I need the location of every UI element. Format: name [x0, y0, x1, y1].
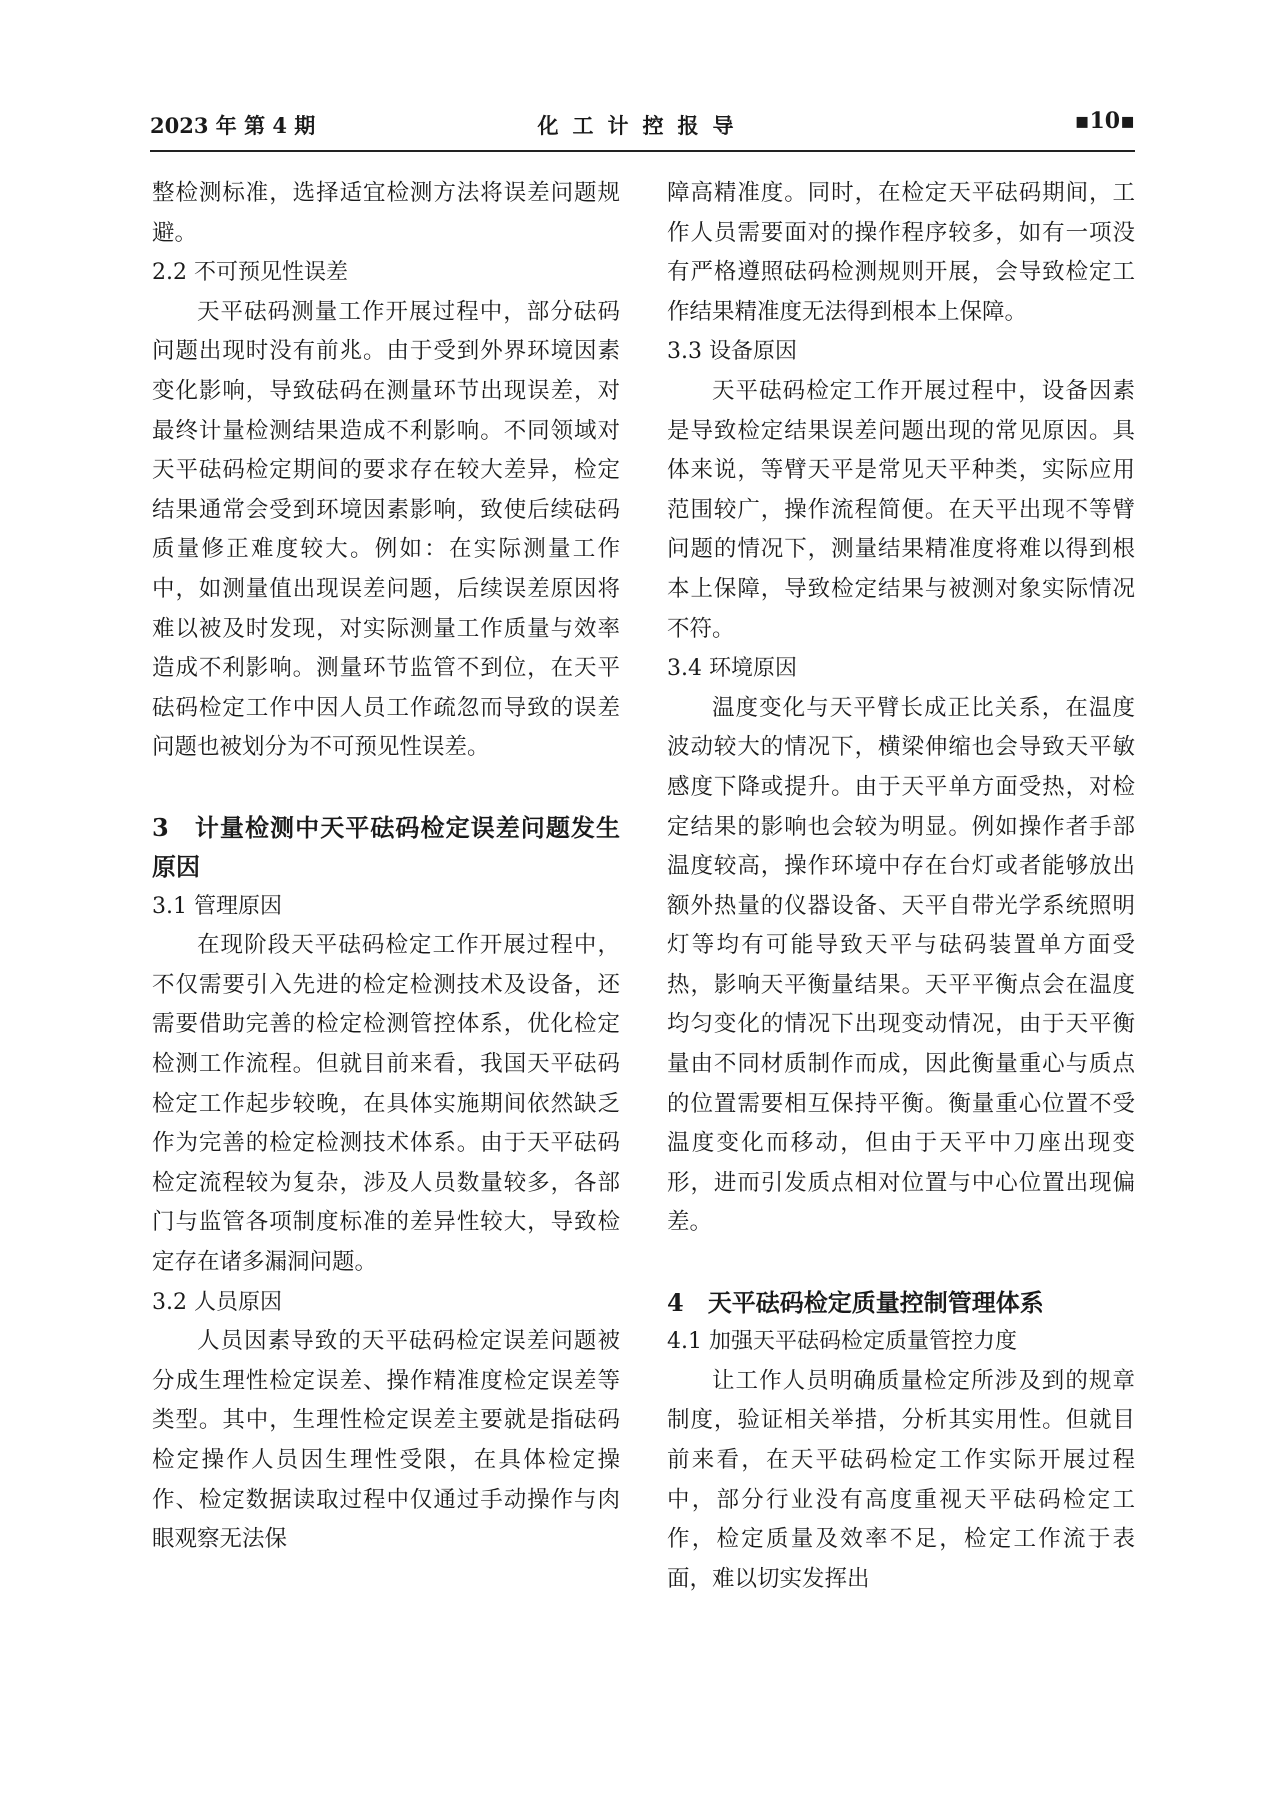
right-column — [667, 174, 1135, 1599]
subsection-heading: 3.1 管理原因 — [152, 893, 282, 919]
paragraph: 温度变化与天平臂长成正比关系，在温度波动较大的情况下，横梁伸缩也会导致天平敏感度下降或提升。由于天平单方面受热，对检定结果的影响也会较为明显。例如操作者手部温度较高，操作环境中存在台灯或者能够放出额外热量的仪器设备、天平自带光学系统照明灯等均有可能导致天平与砝码装置单方面受热，影响天平衡量结果。天平平衡点会在温度均匀变化的情况下出现变动情况，由于天平衡量由不同材质制作而成，因此衡量重心与质点的位置需要相互保持平衡。衡量重心位置不受温度变化而移动，但由于天平中刀座出现变形，进而引发质点相对位置与中心位置出现偏差。 — [667, 694, 1135, 1236]
paragraph: 让工作人员明确质量检定所涉及到的规章制度，验证相关举措，分析其实用性。但就目前来看，在天平砝码检定工作实际开展过程中，部分行业没有高度重视天平砝码检定工作，检定质量及效率不足，检定工作流于表面，难以切实发挥出 — [667, 1367, 1135, 1592]
subsection-heading: 4.1 加强天平砝码检定质量管控力度 — [667, 1329, 1017, 1355]
paragraph: 人员因素导致的天平砝码检定误差问题被分成生理性检定误差、操作精准度检定误差等类型。其中，生理性检定误差主要就是指砝码检定操作人员因生理性受限，在具体检定操作、检定数据读取过程中仅通过手动操作与肉眼观察无法保 — [152, 1328, 620, 1553]
left-column — [152, 174, 620, 1560]
paragraph: 在现阶段天平砝码检定工作开展过程中，不仅需要引入先进的检定检测技术及设备，还需要借助完善的检定检测管控体系，优化检定检测工作流程。但就目前来看，我国天平砝码检定工作起步较晚，在具体实施期间依然缺乏作为完善的检定检测技术体系。由于天平砝码检定流程较为复杂，涉及人员数量较多，各部门与监管各项制度标准的差异性较大，导致检定存在诸多漏洞问题。 — [152, 932, 620, 1276]
page-number: ▪10▪ — [1074, 108, 1135, 134]
section-heading: 4 天平砝码检定质量控制管理体系 — [667, 1287, 1044, 1317]
journal-title: 化工计控报导 — [537, 113, 748, 138]
section-heading: 3 计量检测中天平砝码检定误差问题发生原因 — [152, 812, 620, 882]
paragraph: 障高精准度。同时，在检定天平砝码期间，工作人员需要面对的操作程序较多，如有一项没有严格遵照砝码检测规则开展，会导致检定工作结果精准度无法得到根本上保障。 — [667, 180, 1135, 325]
subsection-heading: 3.2 人员原因 — [152, 1289, 282, 1315]
running-header — [150, 106, 1135, 146]
subsection-heading: 3.4 环境原因 — [667, 656, 797, 682]
paragraph: 天平砝码检定工作开展过程中，设备因素是导致检定结果误差问题出现的常见原因。具体来说，等臂天平是常见天平种类，实际应用范围较广，操作流程简便。在天平出现不等臂问题的情况下，测量结果精准度将难以得到根本上保障，导致检定结果与被测对象实际情况不符。 — [667, 377, 1135, 642]
issue-label: 2023 年 第 4 期 — [150, 113, 316, 138]
paragraph: 整检测标准，选择适宜检测方法将误差问题规避。 — [152, 180, 620, 246]
subsection-heading: 3.3 设备原因 — [667, 339, 797, 365]
header-rule — [150, 150, 1135, 152]
subsection-heading: 2.2 不可预见性误差 — [152, 260, 348, 286]
paragraph: 天平砝码测量工作开展过程中，部分砝码问题出现时没有前兆。由于受到外界环境因素变化影响，导致砝码在测量环节出现误差，对最终计量检测结果造成不利影响。不同领域对天平砝码检定期间的要求存在较大差异，检定结果通常会受到环境因素影响，致使后续砝码质量修正难度较大。例如：在实际测量工作中，如测量值出现误差问题，后续误差原因将难以被及时发现，对实际测量工作质量与效率造成不利影响。测量环节监管不到位，在天平砝码检定工作中因人员工作疏忽而导致的误差问题也被划分为不可预见性误差。 — [152, 298, 620, 761]
